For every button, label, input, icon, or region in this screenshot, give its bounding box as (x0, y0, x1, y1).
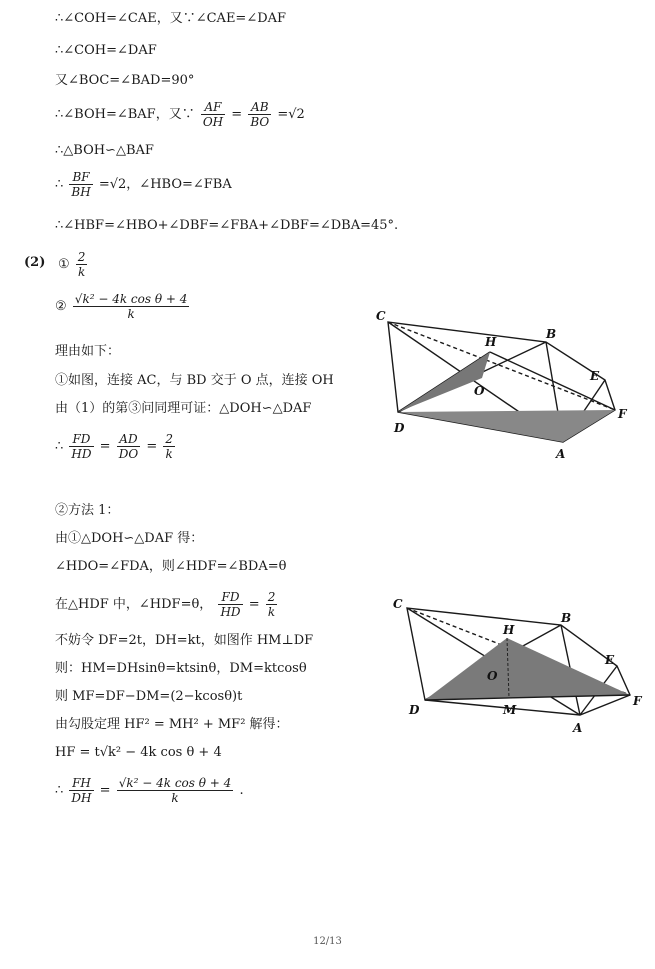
numerator: FH (69, 776, 93, 791)
equals: = (248, 597, 260, 612)
text: ∴∠BOH=∠BAF，又∵ (55, 107, 195, 122)
circled-2: ② (55, 299, 67, 314)
fraction-fd-hd (69, 432, 93, 461)
numerator: FD (69, 432, 93, 447)
numerator: AD (117, 432, 140, 447)
reason-heading: 理由如下： (55, 344, 121, 359)
method-line-9 (55, 776, 244, 805)
label-e: E (590, 369, 600, 383)
answer-2 (55, 292, 191, 321)
label-b: B (561, 611, 572, 625)
reason-line-3 (55, 432, 177, 461)
label-a: A (556, 447, 566, 460)
proof-line-4 (55, 100, 305, 129)
numerator: AF (201, 100, 225, 115)
proof-line-6 (55, 170, 232, 199)
label-f: F (633, 694, 642, 708)
method-line-2: ∠HDO=∠FDA，则∠HDF=∠BDA=θ (55, 559, 287, 574)
fraction-2-k (266, 590, 278, 619)
numerator: 2 (267, 590, 276, 604)
method-line-3 (55, 590, 279, 619)
proof-line-7: ∴∠HBF=∠HBO+∠DBF=∠FBA+∠DBF=∠DBA=45°. (55, 218, 399, 233)
denominator: HD (71, 447, 92, 461)
answer-1 (58, 250, 89, 279)
denominator: OH (202, 115, 224, 129)
text: ∴ (55, 783, 64, 798)
page-number: 12/13 (313, 936, 342, 947)
fraction-ad-do (117, 432, 140, 461)
shaded-triangle-daf (398, 410, 615, 442)
figure-1-labels (376, 309, 628, 460)
period: . (239, 783, 244, 798)
label-c: C (393, 597, 403, 611)
reason-line-1: ①如图，连接 AC，与 BD 交于 O 点，连接 OH (55, 373, 334, 388)
proof-line-1: ∴∠COH=∠CAE，又∵∠CAE=∠DAF (55, 11, 287, 26)
denominator: k (171, 791, 179, 805)
label-c: C (376, 309, 386, 323)
method-title: ②方法 1： (55, 503, 120, 518)
label-a: A (573, 721, 583, 735)
proof-line-2: ∴∠COH=∠DAF (55, 43, 157, 58)
numerator: BF (69, 170, 92, 185)
label-e: E (605, 653, 615, 667)
fraction-bf-bh (69, 170, 92, 199)
denominator: DH (71, 791, 92, 805)
numerator: 2 (165, 432, 173, 446)
method-line-7: 由勾股定理 HF² = MH² + MF² 解得： (55, 717, 289, 732)
text: ∴ (55, 439, 64, 454)
denominator: HD (220, 605, 241, 619)
denominator: DO (118, 447, 139, 461)
text: 在△HDF 中，∠HDF=θ， (55, 597, 213, 612)
denominator: k (77, 265, 86, 279)
numerator: AB (248, 100, 271, 115)
fraction-sqrt-k (73, 292, 190, 321)
fraction-2-k (76, 250, 88, 279)
fraction-2-k (163, 432, 175, 461)
label-h: H (485, 335, 497, 349)
numerator: √k² − 4k cos θ + 4 (74, 292, 188, 306)
text: =√2 (277, 107, 305, 122)
equals: = (99, 783, 111, 798)
proof-line-5: ∴△BOH∽△BAF (55, 143, 154, 158)
label-d: D (409, 703, 420, 717)
numerator: FD (218, 590, 242, 605)
denominator: BH (71, 185, 91, 199)
method-line-8: HF = t√k² − 4k cos θ + 4 (55, 745, 222, 760)
equals: = (99, 439, 111, 454)
fraction-af-oh (201, 100, 225, 129)
method-line-5: 则：HM=DHsinθ=ktsinθ，DM=ktcosθ (55, 661, 307, 676)
denominator: BO (250, 115, 270, 129)
label-o: O (474, 384, 485, 398)
denominator: k (165, 447, 173, 461)
method-line-6: 则 MF=DF−DM=(2−kcosθ)t (55, 689, 243, 704)
geometry-figure-1 (370, 300, 635, 460)
numerator: 2 (77, 250, 86, 264)
equals: = (231, 107, 243, 122)
shaded-triangle-hdf (425, 638, 630, 700)
part-2-label: (2) (24, 255, 46, 270)
label-m: M (503, 703, 517, 717)
denominator: k (127, 307, 135, 321)
fraction-ab-bo (248, 100, 271, 129)
fraction-sqrt-k (117, 776, 234, 805)
label-b: B (546, 327, 557, 341)
text: ∴ (55, 177, 64, 192)
label-d: D (394, 421, 405, 435)
proof-line-3: 又∠BOC=∠BAD=90° (55, 73, 195, 88)
text: =√2，∠HBO=∠FBA (98, 177, 232, 192)
denominator: k (267, 605, 276, 619)
fraction-fh-dh (69, 776, 93, 805)
numerator: √k² − 4k cos θ + 4 (118, 776, 232, 790)
label-f: F (618, 407, 627, 421)
label-o: O (487, 669, 498, 683)
circled-1: ① (58, 257, 70, 272)
geometry-figure-2 (385, 590, 650, 740)
fraction-fd-hd (218, 590, 242, 619)
reason-line-2: 由（1）的第③问同理可证：△DOH∽△DAF (55, 401, 312, 416)
label-h: H (503, 623, 515, 637)
method-line-4: 不妨令 DF=2t，DH=kt，如图作 HM⊥DF (55, 633, 314, 648)
equals: = (146, 439, 158, 454)
method-line-1: 由①△DOH∽△DAF 得： (55, 531, 204, 546)
